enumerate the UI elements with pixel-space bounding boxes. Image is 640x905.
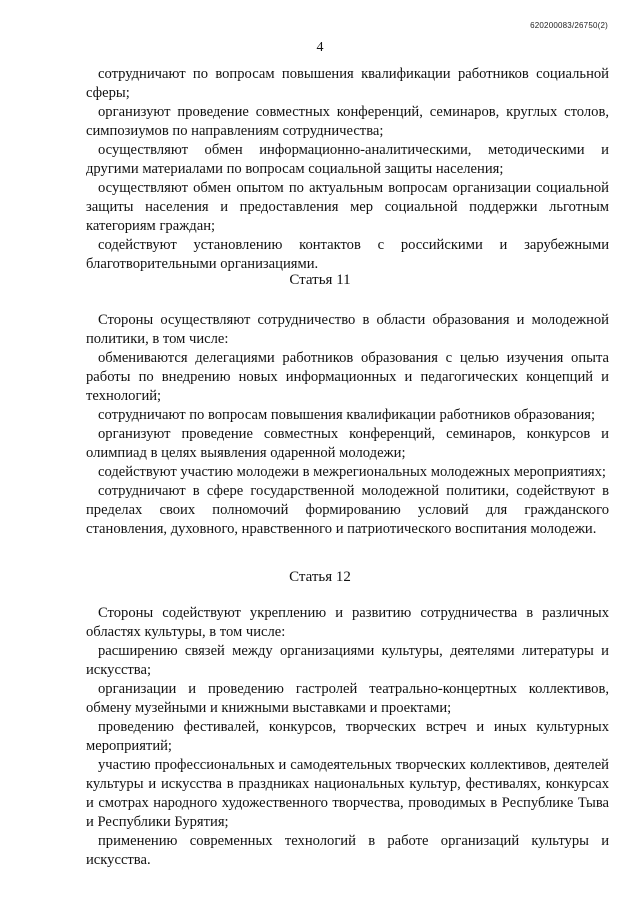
paragraph: расширению связей между организациями культуры, деятелями литературы и искусства;: [86, 643, 609, 678]
paragraph: обмениваются делегациями работников образования с целью изучения опыта работы по внедрению новых информационных и педагогических концепций и технологий;: [86, 350, 609, 404]
paragraph: организуют проведение совместных конференций, семинаров, конкурсов и олимпиад в целях выявления одаренной молодежи;: [86, 426, 609, 461]
paragraph: организации и проведению гастролей театрально-концертных коллективов, обмену музейными и книжными выставками и проектами;: [86, 681, 609, 716]
paragraph: Стороны осуществляют сотрудничество в области образования и молодежной политики, в том числе:: [86, 312, 609, 347]
article-11-heading: Статья 11: [289, 272, 351, 288]
intro-section: [86, 65, 609, 274]
document-number: 620200083/26750(2): [530, 21, 608, 30]
paragraph: осуществляют обмен опытом по актуальным вопросам организации социальной защиты населения и предоставления мер социальной поддержки льготным категориям граждан;: [86, 180, 609, 234]
paragraph: участию профессиональных и самодеятельных творческих коллективов, деятелей культуры и искусства в праздниках национальных культур, фестивалях, конкурсах и смотрах народного художественного творчества, проводимых в Республике Тыва и Республики Бурятия;: [86, 757, 609, 830]
paragraph: Стороны содействуют укреплению и развитию сотрудничества в различных областях культуры, в том числе:: [86, 605, 609, 640]
paragraph: сотрудничают по вопросам повышения квалификации работников социальной сферы;: [86, 66, 609, 101]
paragraph: сотрудничают в сфере государственной молодежной политики, содействуют в пределах своих полномочий формированию условий для гражданского становления, духовного, нравственного и патриотического воспитания молодежи.: [86, 483, 609, 537]
paragraph: содействуют установлению контактов с российскими и зарубежными благотворительными организациями.: [86, 237, 609, 272]
paragraph: проведению фестивалей, конкурсов, творческих встреч и иных культурных мероприятий;: [86, 719, 609, 754]
page-number: 4: [316, 40, 324, 55]
paragraph: сотрудничают по вопросам повышения квалификации работников образования;: [98, 407, 596, 423]
paragraph: применению современных технологий в работе организаций культуры и искусства.: [86, 833, 609, 868]
paragraph: содействуют участию молодежи в межрегиональных молодежных мероприятиях;: [98, 464, 606, 480]
paragraph: осуществляют обмен информационно-аналитическими, методическими и другими материалами по вопросам социальной защиты населения;: [86, 142, 609, 177]
article-12-body: [86, 604, 609, 870]
article-11-body: [86, 311, 609, 539]
paragraph: организуют проведение совместных конференций, семинаров, круглых столов, симпозиумов по направлениям сотрудничества;: [86, 104, 609, 139]
article-12-heading: Статья 12: [289, 569, 351, 585]
